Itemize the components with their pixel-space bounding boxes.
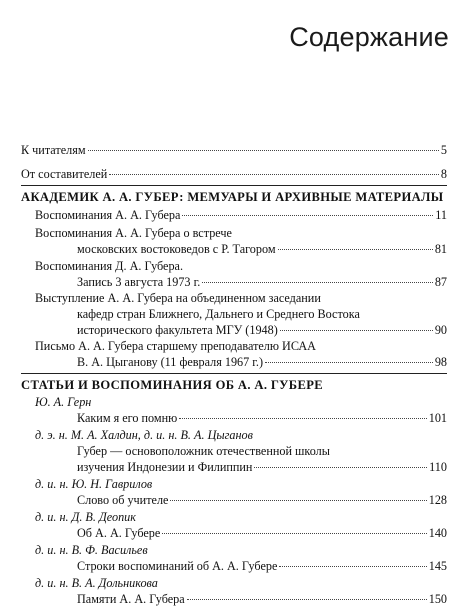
dot-leader [254,467,427,468]
toc-entry[interactable] [77,558,447,574]
toc-entry-title-line: московских востоковедов с Р. Тагором [77,242,276,256]
toc-entry-title: От составителей [21,167,108,181]
dot-leader [278,249,433,250]
dot-leader [279,566,426,567]
toc-entry[interactable] [77,525,447,541]
toc-author: д. и. н. Д. В. Деопик [35,510,136,524]
toc-entry[interactable] [77,459,447,475]
dot-leader [265,362,433,363]
toc-entry-title-line: Запись 3 августа 1973 г. [77,275,201,289]
toc-page-number: 87 [434,275,447,289]
toc-entry-title-line: Воспоминания Д. А. Губера. [35,259,183,273]
toc-entry-title: Воспоминания А. А. Губера [35,208,181,222]
toc-page-number: 8 [440,167,447,181]
toc-entry-title-line: Выступление А. А. Губера на объединенном заседании [35,291,321,305]
toc-author: д. и. н. В. А. Дольникова [35,576,158,590]
toc-entry[interactable] [77,322,447,338]
toc-entry[interactable] [77,354,447,370]
toc-author: д. и. н. Ю. Н. Гаврилов [35,477,153,491]
toc-entry-from-compilers[interactable] [21,166,447,182]
toc-entry-title-line: Письмо А. А. Губера старшему преподавателю ИСАА [35,339,316,353]
toc-entry-title: Памяти А. А. Губера [77,592,185,606]
toc-page-number: 81 [434,242,447,256]
toc-entry-title-line: В. А. Цыганову (11 февраля 1967 г.) [77,355,264,369]
toc-author: д. и. н. В. Ф. Васильев [35,543,148,557]
toc-entry-title: Слово об учителе [77,493,169,507]
toc-page-number: 145 [428,559,447,573]
dot-leader [202,282,433,283]
toc-author: д. э. н. М. А. Халдин, д. и. н. В. А. Цыганов [35,428,253,442]
dot-leader [179,418,427,419]
toc-entry-title: Об А. А. Губере [77,526,161,540]
section-heading: СТАТЬИ И ВОСПОМИНАНИЯ ОБ А. А. ГУБЕРЕ [21,378,323,392]
toc-entry-title-line: кафедр стран Ближнего, Дальнего и Среднего Востока [77,307,360,321]
toc-page-number: 90 [434,323,447,337]
toc-entry[interactable] [77,410,447,426]
section-divider [21,373,447,374]
toc-entry-to-readers[interactable] [21,142,447,158]
toc-page-number: 140 [428,526,447,540]
toc-entry[interactable] [77,591,447,607]
toc-entry-title-line: исторического факультета МГУ (1948) [77,323,278,337]
page-title: Содержание [289,22,449,52]
dot-leader [162,533,426,534]
toc-entry-title: Каким я его помню [77,411,178,425]
toc-page-number: 98 [434,355,447,369]
toc-page-number: 5 [440,143,447,157]
toc-entry-title: К читателям [21,143,86,157]
toc-page-number: 101 [428,411,447,425]
section-heading: АКАДЕМИК А. А. ГУБЕР: МЕМУАРЫ И АРХИВНЫЕ МАТЕРИАЛЫ [21,190,444,204]
toc-entry[interactable] [77,241,447,257]
dot-leader [88,150,439,151]
toc-entry[interactable] [77,492,447,508]
toc-entry-title-line: Воспоминания А. А. Губера о встрече [35,226,232,240]
dot-leader [182,215,433,216]
toc-page-number: 128 [428,493,447,507]
toc-page-number: 150 [428,592,447,606]
toc-page-number: 11 [435,208,447,222]
toc-entry[interactable] [35,207,447,223]
dot-leader [280,330,433,331]
toc-page-number: 110 [429,460,447,474]
toc-author: Ю. А. Герн [35,395,92,409]
section-divider [21,185,447,186]
toc-entry-title: Строки воспоминаний об А. А. Губере [77,559,278,573]
dot-leader [170,500,426,501]
toc-entry[interactable] [77,274,447,290]
dot-leader [109,174,439,175]
toc-entry-title-line: изучения Индонезии и Филиппин [77,460,253,474]
toc-entry-title-line: Губер — основоположник отечественной школы [77,444,330,458]
